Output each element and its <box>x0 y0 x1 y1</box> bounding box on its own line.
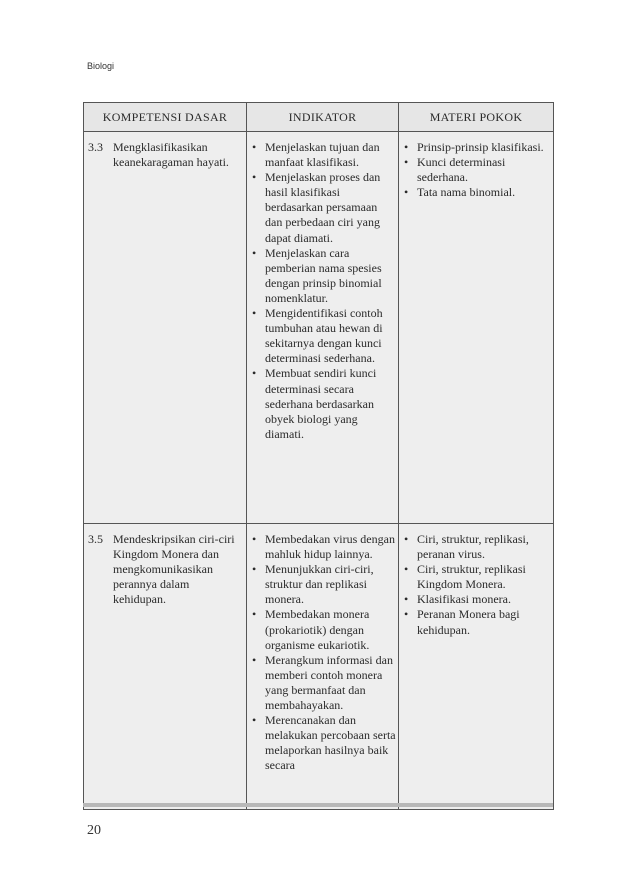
materi-item: • Kunci determinasi sederhana. <box>403 155 551 185</box>
materi-cell <box>399 524 554 810</box>
materi-item: • Ciri, struktur, replikasi Kingdom Monera. <box>403 562 551 592</box>
materi-item: • Klasifikasi monera. <box>403 592 551 607</box>
materi-item: • Tata nama binomial. <box>403 185 551 200</box>
bottom-rule <box>83 803 553 807</box>
indikator-item: • Membedakan monera (prokariotik) dengan organisme eukariotik. <box>251 607 396 652</box>
header-kompetensi-dasar: KOMPETENSI DASAR <box>84 103 247 132</box>
table-row <box>84 132 554 524</box>
kd-number: 3.3 <box>88 140 103 154</box>
indikator-item: • Menjelaskan proses dan hasil klasifikasi berdasarkan persamaan dan perbedaan ciri yang dapat diamati. <box>251 170 396 245</box>
indikator-cell <box>247 524 399 810</box>
kd-text: Mendeskripsikan ciri-ciri Kingdom Monera dan mengkomunikasikan perannya dalam kehidupan. <box>113 532 235 607</box>
indikator-item: • Menunjukkan ciri-ciri, struktur dan replikasi monera. <box>251 562 396 607</box>
indikator-item: • Menjelaskan cara pemberian nama spesies dengan prinsip binomial nomenklatur. <box>251 246 396 306</box>
materi-cell <box>399 132 554 524</box>
kompetensi-cell <box>84 132 247 524</box>
indikator-item: • Merangkum informasi dan memberi contoh monera yang bermanfaat dan membahayakan. <box>251 653 396 713</box>
kompetensi-cell <box>84 524 247 810</box>
indikator-item: • Menjelaskan tujuan dan manfaat klasifikasi. <box>251 140 396 170</box>
page-number: 20 <box>87 823 101 838</box>
header-materi-pokok: MATERI POKOK <box>399 103 554 132</box>
materi-item: • Prinsip-prinsip klasifikasi. <box>403 140 551 155</box>
materi-item: • Ciri, struktur, replikasi, peranan virus. <box>403 532 551 562</box>
indikator-item: • Membuat sendiri kunci determinasi secara sederhana berdasarkan obyek biologi yang diamati. <box>251 366 396 441</box>
curriculum-table <box>83 102 554 810</box>
table-row <box>84 524 554 810</box>
indikator-cell <box>247 132 399 524</box>
kd-number: 3.5 <box>88 532 103 546</box>
indikator-item: • Merencanakan dan melakukan percobaan serta melaporkan hasilnya baik secara <box>251 713 396 773</box>
indikator-item: • Membedakan virus dengan mahluk hidup lainnya. <box>251 532 396 562</box>
materi-item: • Peranan Monera bagi kehidupan. <box>403 607 551 637</box>
header-indikator: INDIKATOR <box>247 103 399 132</box>
kd-text: Mengklasifikasikan keanekaragaman hayati. <box>113 140 229 170</box>
indikator-item: • Mengidentifikasi contoh tumbuhan atau hewan di sekitarnya dengan kunci determinasi sederhana. <box>251 306 396 366</box>
running-header: Biologi <box>87 61 115 71</box>
table-header-row <box>84 103 554 132</box>
